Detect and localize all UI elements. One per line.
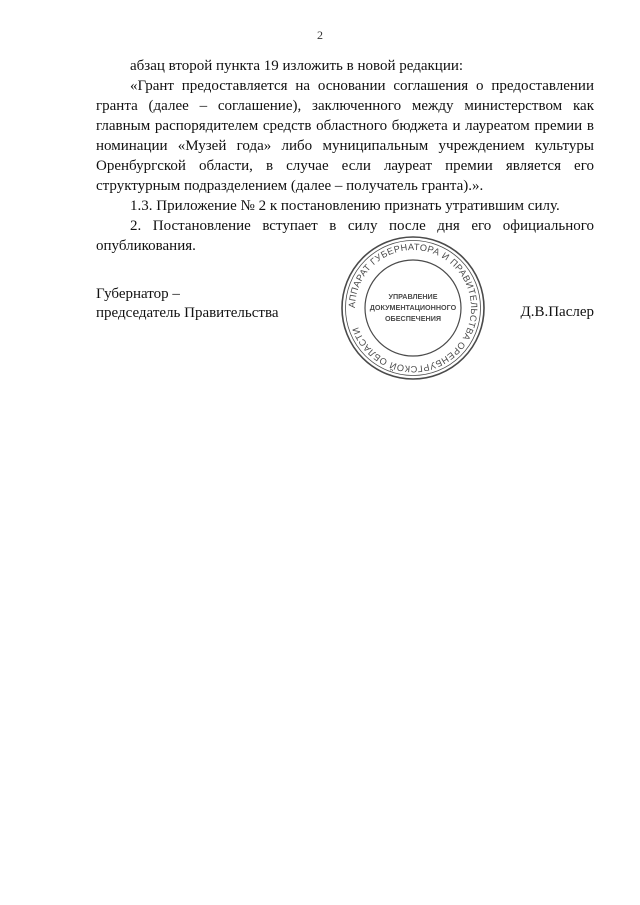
- paragraph-grant-text: «Грант предоставляется на основании соглашения о предоставлении гранта (далее – соглашение), заключенного между министерством как главным распорядителем средств областного бюджета и лауреатом премии в номинации «Музей года» либо муниципальным учреждением культуры Оренбургской области, в случае если лауреат премии является его структурным подразделением (далее – получатель гранта).».: [96, 78, 594, 194]
- seal-center-line-1: УПРАВЛЕНИЕ: [388, 292, 438, 301]
- position-line-1: Губернатор –: [96, 286, 180, 302]
- paragraph-item-2: 2. Постановление вступает в силу после дня его официального опубликования.: [96, 218, 594, 254]
- seal-center-line-2: ДОКУМЕНТАЦИОННОГО: [369, 303, 457, 312]
- document-body: [96, 56, 594, 256]
- paragraph-intro: абзац второй пункта 19 изложить в новой редакции:: [130, 58, 464, 74]
- paragraph-item-1-3: 1.3. Приложение № 2 к постановлению признать утратившим силу.: [130, 198, 560, 214]
- position-line-2: председатель Правительства: [96, 305, 279, 321]
- seal-ring-text: АППАРАТ ГУБЕРНАТОРА И ПРАВИТЕЛЬСТВА ОРЕНБУРГСКОЙ ОБЛАСТИ: [346, 241, 480, 375]
- signatory-name: Д.В.Паслер: [520, 304, 594, 320]
- page-number: 2: [317, 28, 323, 42]
- official-seal-stamp: [338, 233, 488, 383]
- seal-center-line-3: ОБЕСПЕЧЕНИЯ: [384, 314, 442, 323]
- signatory-position: [96, 285, 279, 323]
